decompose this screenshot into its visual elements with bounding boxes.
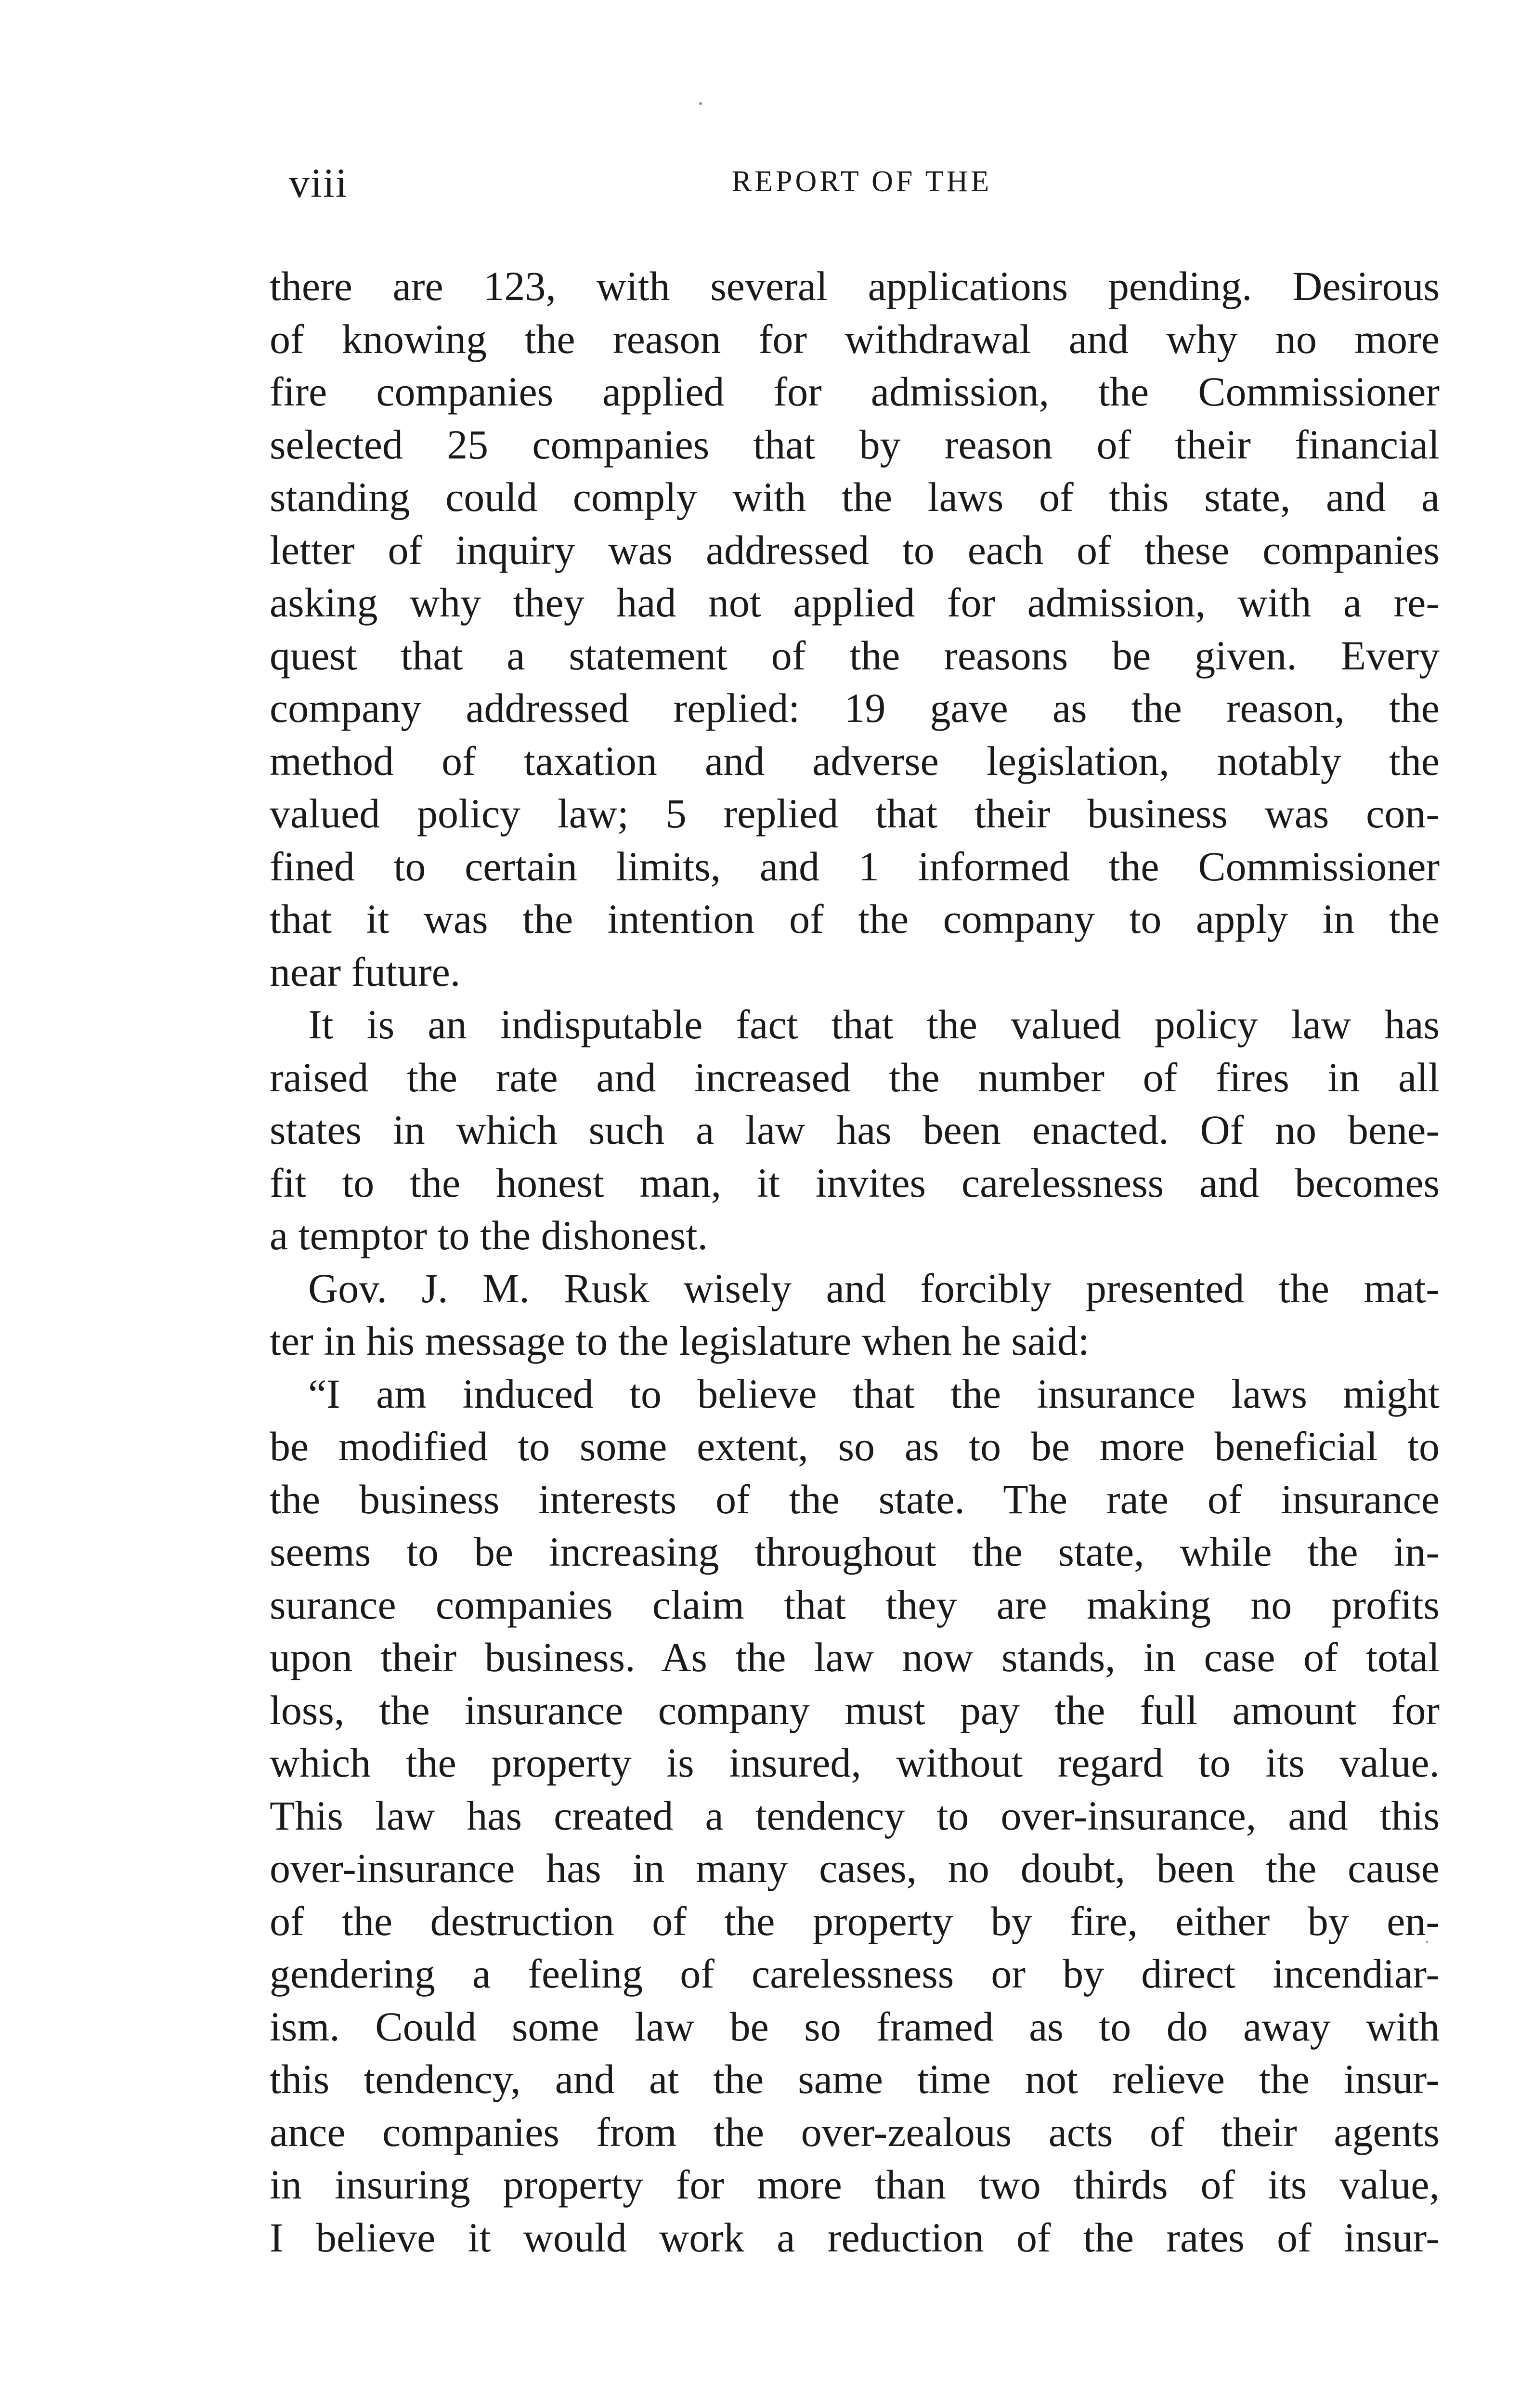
text-line: company addressed replied: 19 gave as the reason, the [270,685,1440,731]
text-line: over-insurance has in many cases, no doubt, been the cause [270,1845,1440,1891]
text-line: fined to certain limits, and 1 informed the Commissioner [270,843,1440,890]
text-line: seems to be increasing throughout the state, while the in- [270,1529,1440,1575]
text-line: surance companies claim that they are making no profits [270,1581,1440,1628]
page-number: viii [289,160,348,206]
text-line: gendering a feeling of carelessness or by direct incendiar- [270,1950,1440,1997]
text-line: states in which such a law has been enacted. Of no bene- [270,1107,1440,1153]
text-line: I believe it would work a reduction of the rates of insur- [270,2214,1440,2261]
text-line: ism. Could some law be so framed as to do away with [270,2003,1440,2050]
text-line: in insuring property for more than two thirds of its value, [270,2161,1440,2208]
paper-speck [699,102,702,105]
text-line: ance companies from the over-zealous acts of their agents [270,2108,1440,2155]
running-head [289,159,1435,217]
text-line: of the destruction of the property by fire, either by en- [270,1898,1440,1944]
text-line: that it was the intention of the company to apply in the [270,896,1440,942]
text-line: standing could comply with the laws of this state, and a [270,474,1440,520]
text-line: ter in his message to the legislature when he said: [270,1318,1090,1364]
text-line: near future. [270,948,461,995]
text-line: fit to the honest man, it invites carelessness and becomes [270,1159,1440,1206]
text-line: This law has created a tendency to over-insurance, and this [270,1792,1440,1839]
text-line: which the property is insured, without regard to its value. [270,1740,1440,1786]
text-line: the business interests of the state. The rate of insurance [270,1476,1440,1522]
text-line: upon their business. As the law now stands, in case of total [270,1634,1440,1680]
running-title: REPORT OF THE [731,165,992,198]
text-line: quest that a statement of the reasons be given. Every [270,632,1440,679]
text-line: a temptor to the dishonest. [270,1212,708,1258]
text-line: there are 123, with several applications pending. Desirous [270,263,1440,309]
text-line: selected 25 companies that by reason of their financial [270,421,1440,468]
text-line: loss, the insurance company must pay the full amount for [270,1687,1440,1733]
text-line: of knowing the reason for withdrawal and why no more [270,315,1440,362]
text-line: this tendency, and at the same time not relieve the insur- [270,2056,1440,2102]
text-line: be modified to some extent, so as to be more beneficial to [270,1423,1440,1469]
text-line: valued policy law; 5 replied that their business was con- [270,790,1440,837]
text-line: “I am induced to believe that the insurance laws might [308,1370,1440,1417]
text-line: fire companies applied for admission, the Commissioner [270,368,1440,415]
text-line: It is an indisputable fact that the valued policy law has [308,1001,1440,1047]
text-line: raised the rate and increased the number of fires in all [270,1054,1440,1100]
text-line: Gov. J. M. Rusk wisely and forcibly presented the mat- [308,1265,1440,1311]
text-line: asking why they had not applied for admission, with a re- [270,579,1440,626]
text-line: method of taxation and adverse legislation, notably the [270,737,1440,784]
text-line: letter of inquiry was addressed to each of these companies [270,526,1440,573]
body-text [270,260,1440,2264]
